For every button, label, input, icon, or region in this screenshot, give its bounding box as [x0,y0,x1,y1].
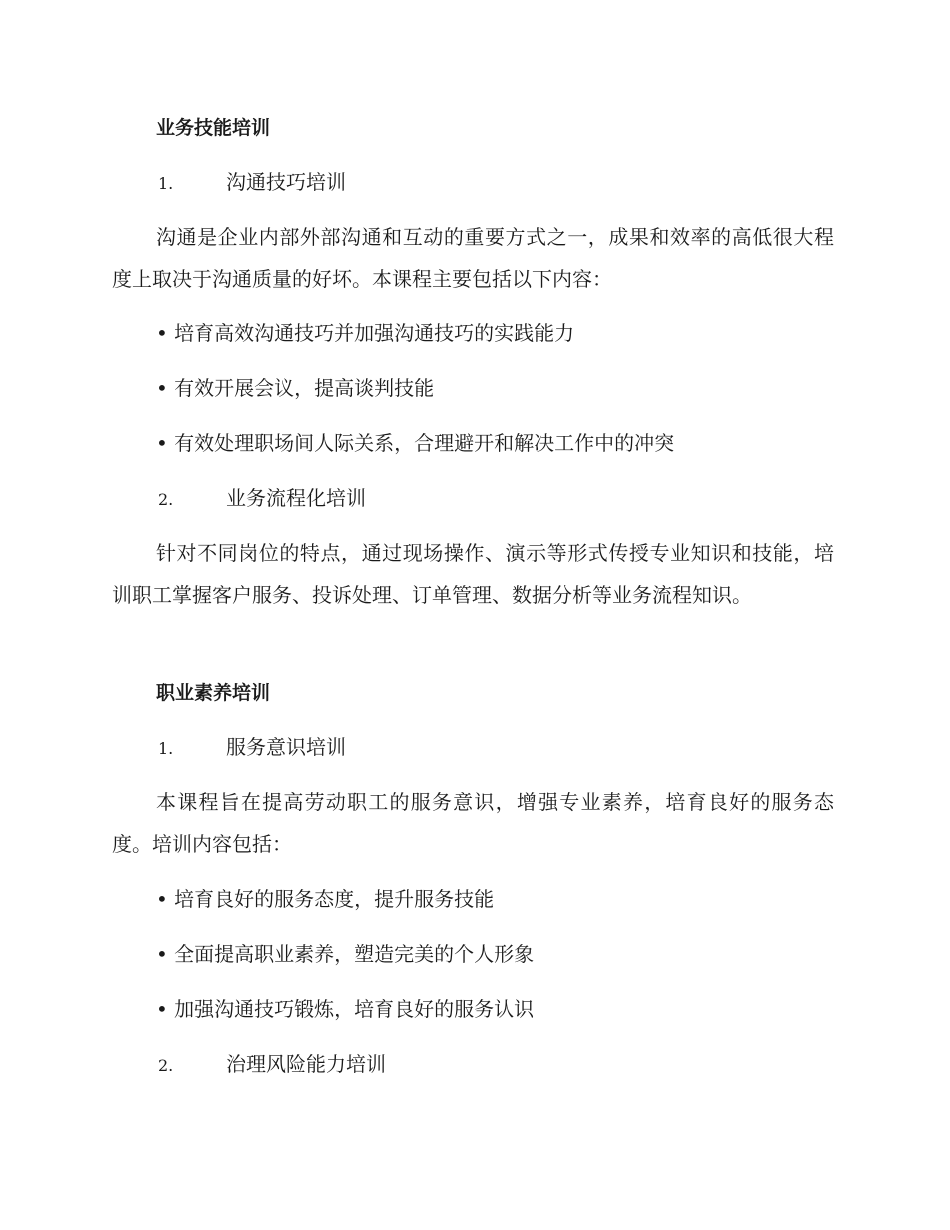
bullet-item: • 有效处理职场间人际关系，合理避开和解决工作中的冲突 [156,431,675,455]
list-number: 2. [158,490,174,509]
section-heading-business-skills: 业务技能培训 [156,117,271,139]
bullet-item: • 培育良好的服务态度，提升服务技能 [156,887,495,911]
section-heading-professional-quality: 职业素养培训 [156,682,271,704]
subsection-title: 沟通技巧培训 [226,170,346,194]
bullet-item: • 培育高效沟通技巧并加强沟通技巧的实践能力 [156,321,575,345]
subsection-communication-skills [158,168,346,198]
paragraph-business-process: 针对不同岗位的特点，通过现场操作、演示等形式传授专业知识和技能，培训职工掌握客户服务、投诉处理、订单管理、数据分析等业务流程知识。 [112,541,834,607]
bullet-item: • 有效开展会议，提高谈判技能 [156,376,435,400]
subsection-title: 服务意识培训 [226,735,346,759]
bullet-item: • 全面提高职业素养，塑造完美的个人形象 [156,942,535,966]
bullet-item: • 加强沟通技巧锻炼，培育良好的服务认识 [156,997,535,1021]
subsection-service-awareness [158,733,346,763]
list-number: 2. [158,1056,174,1075]
list-number: 1. [158,174,174,193]
paragraph-communication: 沟通是企业内部外部沟通和互动的重要方式之一，成果和效率的高低很大程度上取决于沟通质量的好坏。本课程主要包括以下内容： [112,225,834,291]
subsection-title: 治理风险能力培训 [226,1052,386,1076]
subsection-business-process [158,484,366,514]
paragraph-service-awareness: 本课程旨在提高劳动职工的服务意识，增强专业素养，培育良好的服务态度。培训内容包括： [112,790,834,856]
subsection-risk-governance [158,1050,386,1080]
subsection-title: 业务流程化培训 [226,486,366,510]
list-number: 1. [158,739,174,758]
